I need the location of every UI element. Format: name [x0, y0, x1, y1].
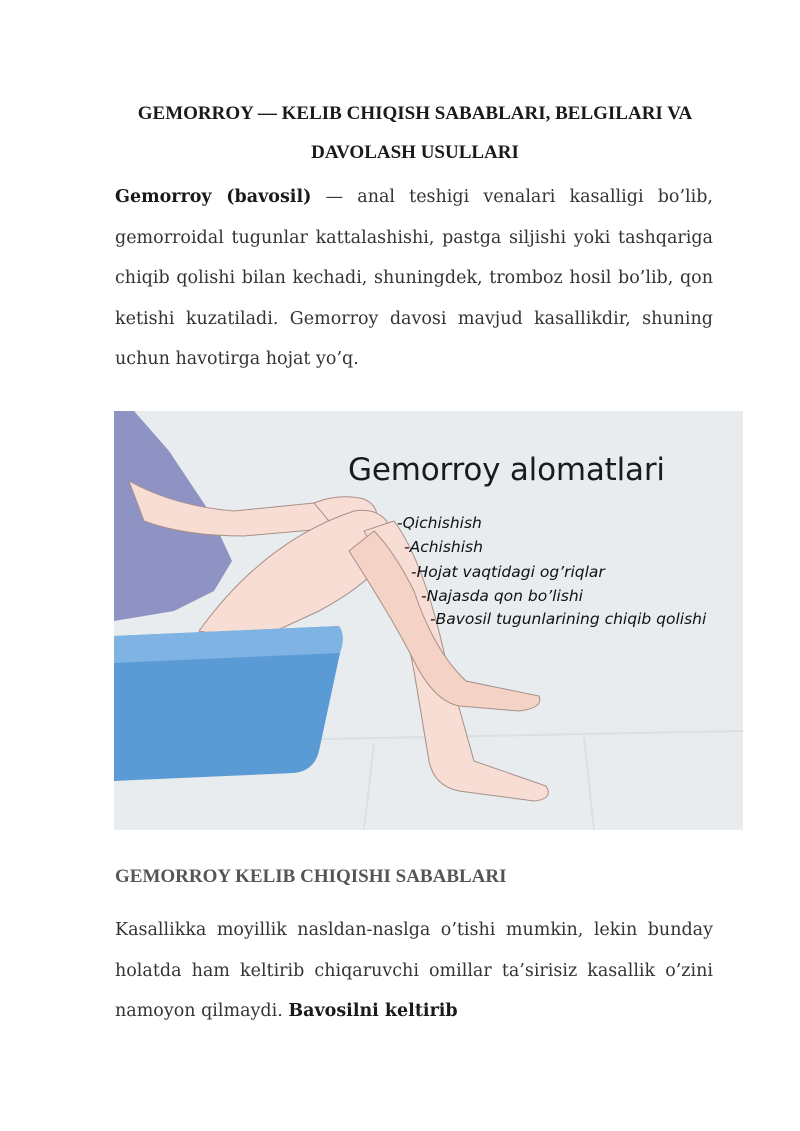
illustration-heading: Gemorroy alomatlari [348, 452, 665, 488]
intro-text: — anal teshigi venalari kasalligi bo’lib, gemorroidal tugunlar kattalashishi, pastga siljishi yoki tashqariga chiqib qolishi bilan kechadi, shuningdek, tromboz hosil bo’lib, qon ketishi kuzatiladi. Gemorroy davosi mavjud kasallikdir, shuning uchun havotirga hojat yo’q. [115, 187, 713, 369]
causes-text: Kasallikka moyillik nasldan-naslga o’tishi mumkin, lekin bunday holatda ham keltirib chiqaruvchi omillar ta’sirisiz kasallik o’zini namoyon qilmaydi. [115, 920, 713, 1021]
symptom-item: -Achishish [404, 538, 483, 556]
symptom-item: -Hojat vaqtidagi og’riqlar [411, 563, 605, 581]
symptom-item: -Najasda qon bo’lishi [421, 587, 583, 605]
intro-paragraph [115, 177, 713, 380]
section-heading: GEMORROY KELIB CHIQISHI SABABLARI [115, 866, 507, 887]
intro-term: Gemorroy (bavosil) [115, 187, 312, 207]
page-title: GEMORROY — KELIB CHIQISH SABABLARI, BELGILARI VA DAVOLASH USULLARI [137, 103, 693, 163]
causes-paragraph [115, 910, 713, 1032]
symptom-item: -Bavosil tugunlarining chiqib qolishi [430, 610, 707, 628]
causes-bold: Bavosilni keltirib [288, 1001, 458, 1021]
symptom-item: -Qichishish [397, 514, 482, 532]
